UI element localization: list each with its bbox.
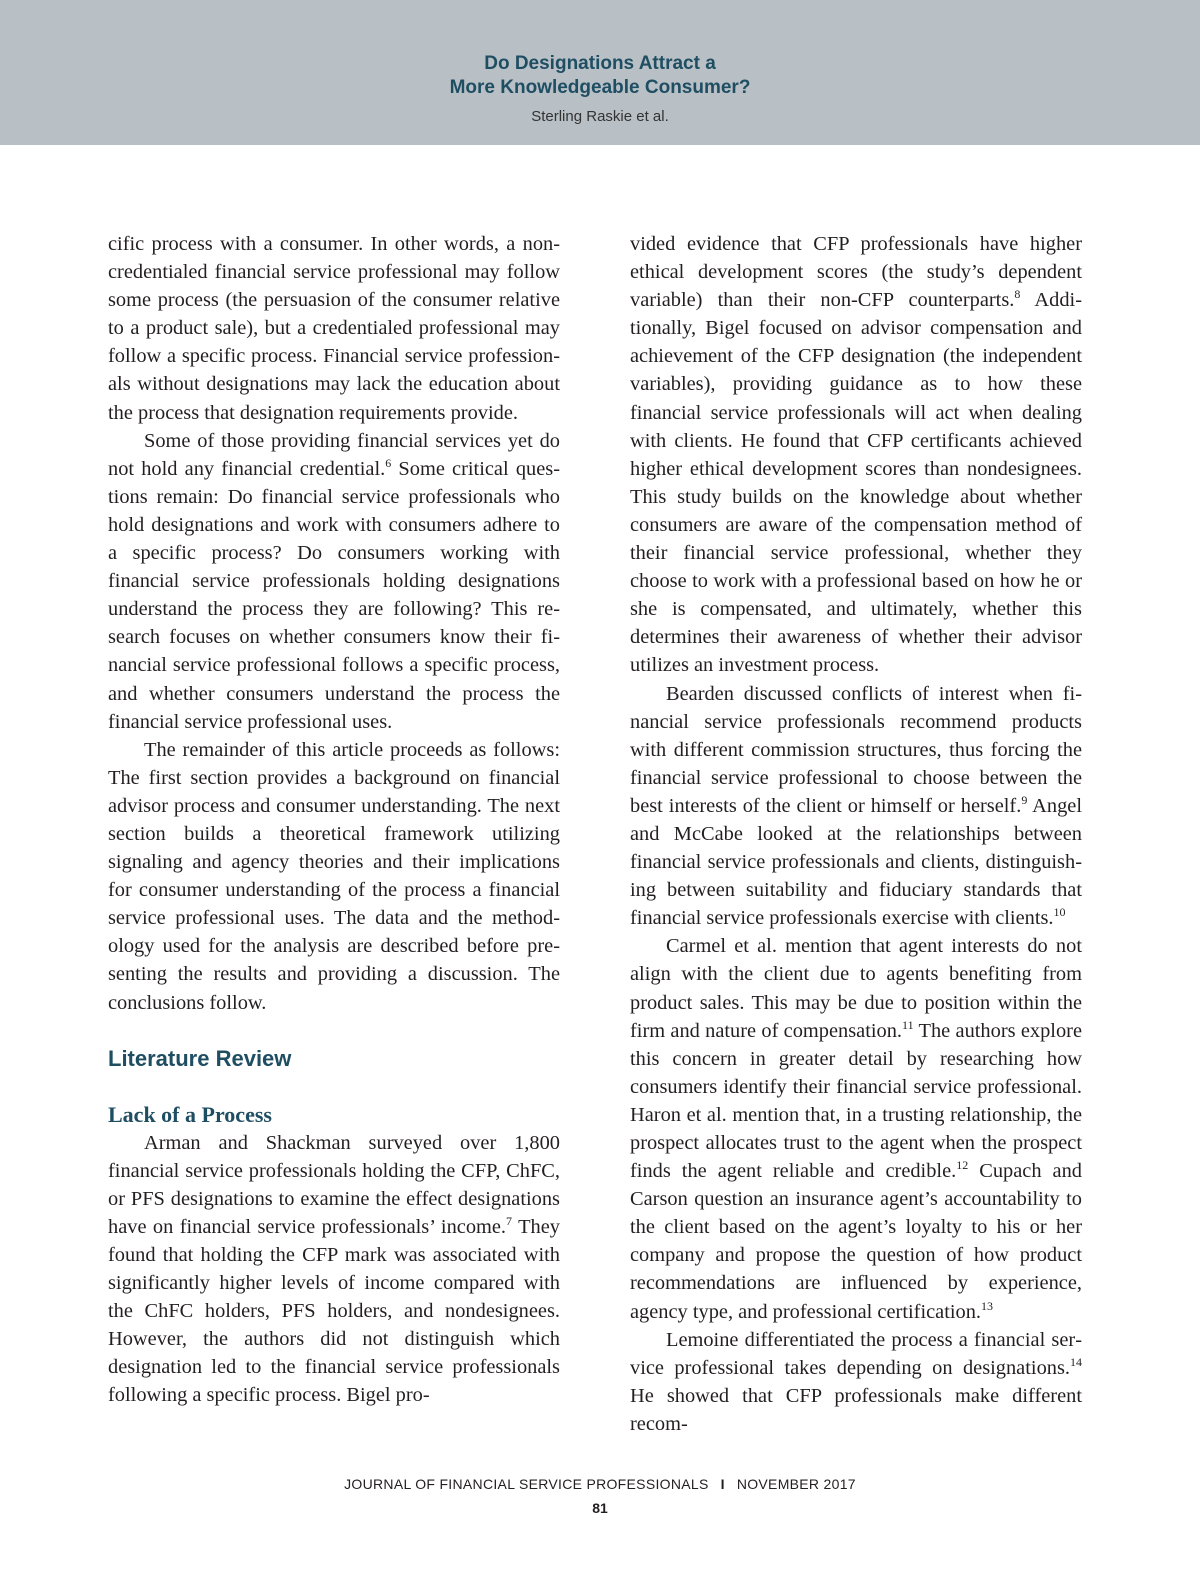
- footnote-ref[interactable]: 8: [1014, 287, 1021, 302]
- paragraph: Arman and Shackman surveyed over 1,800 financial service professionals holding the CFP, ChFC, or PFS designations to examine the effect designations have on financial service professionals’ income.$^7$ They found that holding the CFP mark was associated with significantly higher levels of income compared with the ChFC holders, PFS holders, and nondesignees. However, the authors did not distinguish which designation led to the financial service professionals following a specific process. Bigel pro-: [108, 1131, 560, 1407]
- article-title: [0, 52, 1200, 100]
- paragraph: cific process with a consumer. In other words, a non-credentialed financial service professional may follow some process (the persuasion of the consumer relative to a product sale), but a credentialed professional may follow a specific process. Financial service professionals without designations may lack the education about the process that designation requirements provide.: [108, 233, 560, 424]
- footnote-ref[interactable]: 7: [506, 1214, 513, 1229]
- paragraph: Lemoine differentiated the process a financial service professional takes depending on designations.$^{14}$ He showed that CFP professionals make different recom-: [630, 1328, 1082, 1435]
- footnote-ref[interactable]: 11: [902, 1017, 914, 1032]
- article-title-line-2: More Knowledgeable Consumer?: [449, 77, 751, 98]
- article-authors: Sterling Raskie et al.: [531, 108, 669, 125]
- footnote-ref[interactable]: 13: [981, 1298, 994, 1313]
- paragraph: Carmel et al. mention that agent interests do not align with the client due to agents benefiting from product sales. This may be due to position within the firm and nature of compensation.$^{11}$ The authors explore this concern in greater detail by researching how consumers identify their financial service professional. Haron et al. mention that, in a trusting relationship, the prospect allocates trust to the agent when the prospect finds the agent reliable and credible.$^{12}$ Cupach and Carson question an insurance agent’s accountability to the client based on the agent’s loyalty to his or her company and propose the question of how product recommendations are influenced by experience, agency type, and professional certification.$^{13}$: [630, 935, 1082, 1323]
- paragraph: Bearden discussed conflicts of interest when financial service professionals recommend products with different commission structures, thus forcing the financial service professional to choose between the best interests of the client or himself or herself.$^9$ Angel and McCabe looked at the relationships between financial service professionals and clients, distinguishing between suitability and fiduciary standards that financial service professionals exercise with clients.$^{10}$: [630, 682, 1082, 930]
- footnote-ref[interactable]: 14: [1070, 1354, 1082, 1369]
- running-footer: [0, 1476, 1200, 1492]
- footnote-ref[interactable]: 6: [385, 455, 392, 470]
- running-header: [0, 0, 1200, 145]
- footnote-ref[interactable]: 12: [956, 1158, 969, 1173]
- section-heading: Literature Review: [108, 1045, 292, 1071]
- issue-date: NOVEMBER 2017: [736, 1476, 856, 1492]
- footnote-ref[interactable]: 10: [1053, 905, 1066, 920]
- left-column: [108, 230, 560, 1410]
- footnote-ref[interactable]: 9: [1021, 793, 1028, 808]
- right-column: [630, 230, 1082, 1438]
- paragraph: Some of those providing financial services yet do not hold any financial credential.$^6$ Some critical questions remain: Do financial service professionals who hold designations and work with consumers adhere to a specific process? Do consumers working with financial service professionals holding designations understand the process they are following? This research focuses on whether consumers know their financial service professional follows a specific process, and whether consumers understand the process the financial service professional uses.: [108, 429, 560, 733]
- footer-separator: I: [720, 1476, 725, 1492]
- journal-name: JOURNAL OF FINANCIAL SERVICE PROFESSIONALS: [344, 1476, 709, 1492]
- article-title-line-1: Do Designations Attract a: [484, 53, 716, 74]
- paragraph: vided evidence that CFP professionals have higher ethical development scores (the study’s dependent variable) than their non-CFP counterparts.$^8$ Additionally, Bigel focused on advisor compensation and achievement of the CFP designation (the independent variables), providing guidance as to how these financial service professionals will act when dealing with clients. He found that CFP certificants achieved higher ethical development scores than nondesignees. This study builds on the knowledge about whether consumers are aware of the compensation method of their financial service professional, whether they choose to work with a professional based on how he or she is compensated, and ultimately, whether this determines their awareness of whether their advisor utilizes an investment process.: [630, 233, 1082, 677]
- paragraph: The remainder of this article proceeds as follows: The first section provides a background on financial advisor process and consumer understanding. The next section builds a theoretical framework utilizing signaling and agency theories and their implications for consumer understanding of the process a financial service professional uses. The data and the methodology used for the analysis are described before presenting the results and providing a discussion. The conclusions follow.: [108, 738, 560, 1014]
- page-number: 81: [592, 1500, 608, 1516]
- subsection-heading: Lack of a Process: [108, 1101, 272, 1127]
